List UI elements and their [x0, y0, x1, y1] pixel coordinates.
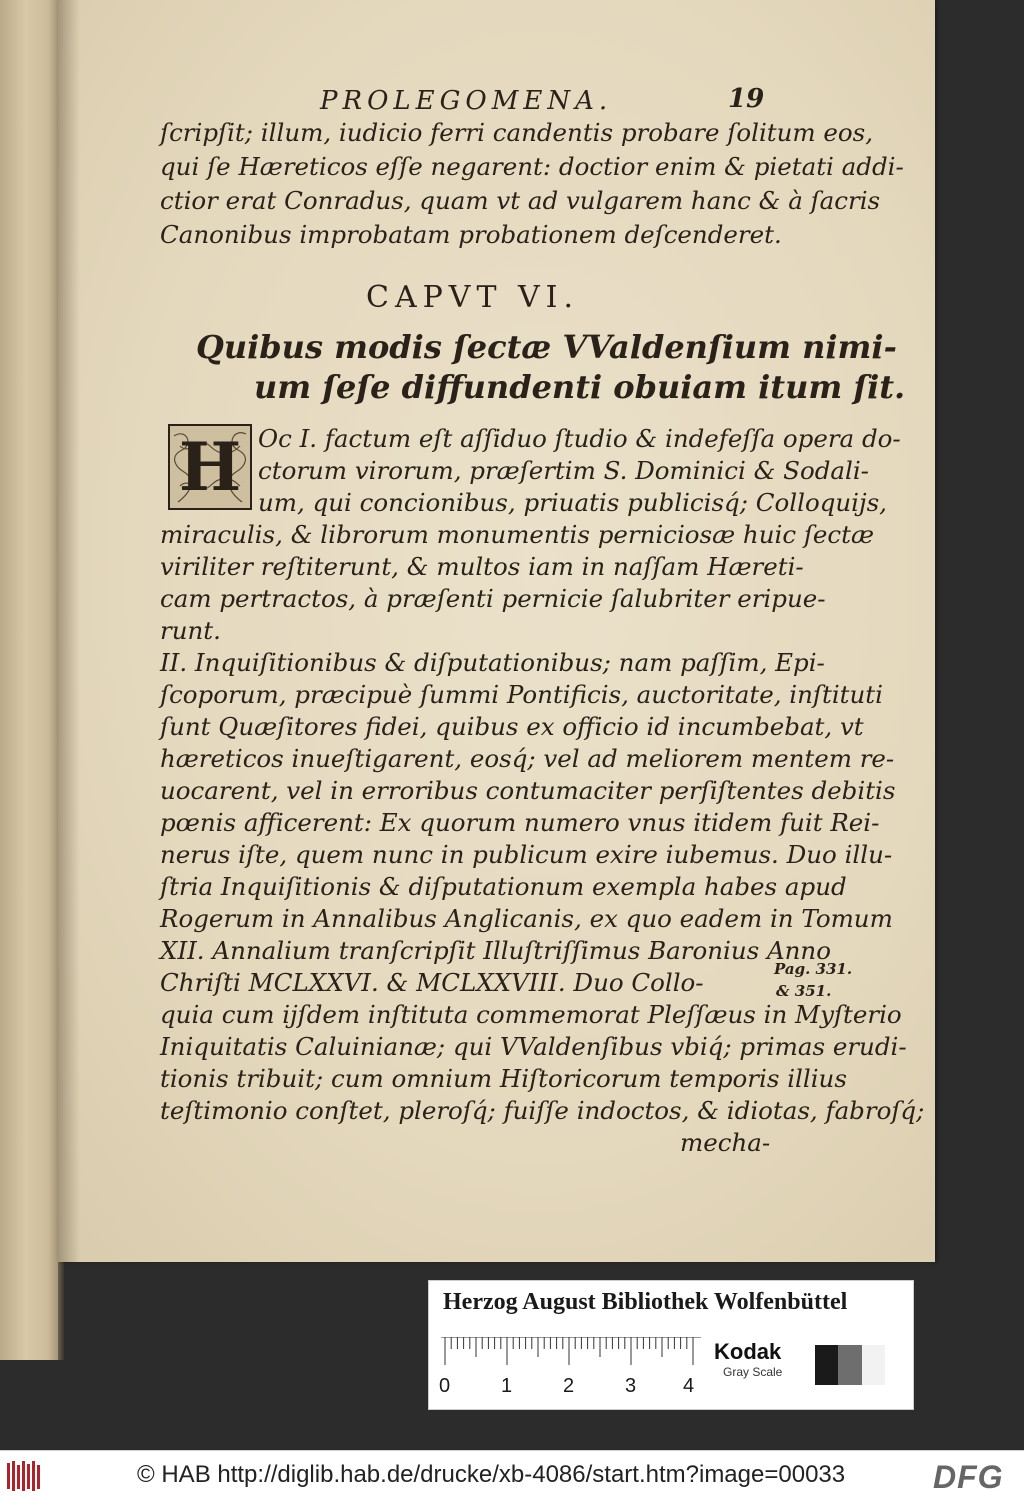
text-line: Rogerum in Annalibus Anglicanis, ex quo eadem in Tomum: [160, 904, 893, 933]
library-name: Herzog August Bibliothek Wolfenbüttel: [443, 1289, 848, 1315]
page-gutter-shadow: [58, 0, 80, 1262]
text-line: cam pertractos, à præſenti pernicie ſalubriter eripue-: [160, 584, 826, 613]
chapter-subtitle-line: um ſeſe diffundenti obuiam itum ſit.: [254, 368, 906, 406]
ruler-tick-label: 2: [563, 1375, 575, 1397]
margin-note: Pag. 331.: [774, 960, 853, 978]
catchword: mecha-: [680, 1128, 771, 1157]
text-line: II. Inquiſitionibus & diſputationibus; nam paſſim, Epi-: [160, 648, 825, 677]
text-line: XII. Annalium tranſcripſit Illuſtriſſimus Baronius Anno: [160, 936, 831, 965]
text-line: Oc I. factum eſt aſſiduo ſtudio & indefeſſa opera do-: [258, 424, 901, 453]
color-reference-chart: [428, 1280, 914, 1410]
source-link[interactable]: © HAB http://diglib.hab.de/drucke/xb-4086/start.htm?image=00033: [137, 1461, 846, 1488]
decorated-initial: [168, 424, 252, 510]
text-line: miraculis, & librorum monumentis perniciosæ huic ſectæ: [160, 520, 874, 549]
text-line: um, qui concionibus, priuatis publicisq́; Colloquijs,: [258, 488, 887, 517]
kodak-brand: Kodak: [714, 1339, 782, 1364]
text-line: ſcripſit; illum, iudicio ferri candentis probare ſolitum eos,: [160, 118, 874, 147]
ruler-tick-label: 3: [625, 1375, 637, 1397]
text-line: ſcoporum, præcipuè ſummi Pontificis, auctoritate, inſtituti: [160, 680, 883, 709]
text-line: ſtria Inquiſitionis & diſputationum exempla habes apud: [160, 872, 847, 901]
margin-note: & 351.: [776, 982, 832, 1000]
swatch-mid: [838, 1345, 861, 1385]
ruler-tick-label: 0: [439, 1375, 451, 1397]
ruler-tick-label: 1: [501, 1375, 513, 1397]
footer-bar: [0, 1450, 1024, 1502]
text-line: hæreticos inueſtigarent, eosq́; vel ad meliorem mentem re-: [160, 744, 895, 773]
chapter-subtitle-line: Quibus modis ſectæ VValdenſium nimi-: [196, 328, 897, 366]
text-line: uocarent, vel in erroribus contumaciter perſiſtentes debitis: [160, 776, 896, 805]
text-line: Iniquitatis Caluinianæ; qui VValdenſibus vbiq́; primas erudi-: [160, 1032, 907, 1061]
dfg-logo: DFG: [933, 1459, 1004, 1495]
gray-swatches: [815, 1345, 885, 1385]
text-line: Canonibus improbatam probationem deſcenderet.: [160, 220, 782, 249]
facing-page-edge: [0, 0, 64, 1360]
running-head: PROLEGOMENA.: [320, 86, 613, 116]
text-line: nerus iſte, quem nunc in publicum exire iubemus. Duo illu-: [160, 840, 893, 869]
kodak-subtitle: Gray Scale: [723, 1365, 783, 1379]
text-line: viriliter reſtiterunt, & multos iam in naſſam Hæreti-: [160, 552, 804, 581]
text-line: teſtimonio conſtet, pleroſq́; fuiſſe indoctos, & idiotas, fabroſq́;: [160, 1096, 925, 1125]
initial-letter: H: [178, 428, 242, 506]
ruler-scale-icon: [441, 1337, 701, 1367]
swatch-light: [862, 1345, 885, 1385]
hab-logo-icon: [6, 1459, 42, 1493]
text-line: tionis tribuit; cum omnium Hiſtoricorum temporis illius: [160, 1064, 847, 1093]
text-line: ſunt Quæſitores fidei, quibus ex officio id incumbebat, vt: [160, 712, 864, 741]
ruler-tick-label: 4: [683, 1375, 695, 1397]
chapter-heading: CAPVT VI.: [366, 280, 580, 315]
text-line: runt.: [160, 616, 221, 645]
page-number: 19: [728, 84, 765, 114]
text-line: pœnis afficerent: Ex quorum numero vnus itidem fuit Rei-: [160, 808, 880, 837]
text-line: qui ſe Hæreticos eſſe negarent: doctior enim & pietati addi-: [160, 152, 904, 181]
swatch-dark: [815, 1345, 838, 1385]
text-line: ctorum virorum, præſertim S. Dominici & Sodali-: [258, 456, 869, 485]
text-line: ctior erat Conradus, quam vt ad vulgarem hanc & à ſacris: [160, 186, 881, 215]
text-line: quia cum ijſdem inſtituta commemorat Pleſſæus in Myſterio: [160, 1000, 902, 1029]
text-line: Chriſti MCLXXVI. & MCLXXVIII. Duo Collo-: [160, 968, 704, 997]
